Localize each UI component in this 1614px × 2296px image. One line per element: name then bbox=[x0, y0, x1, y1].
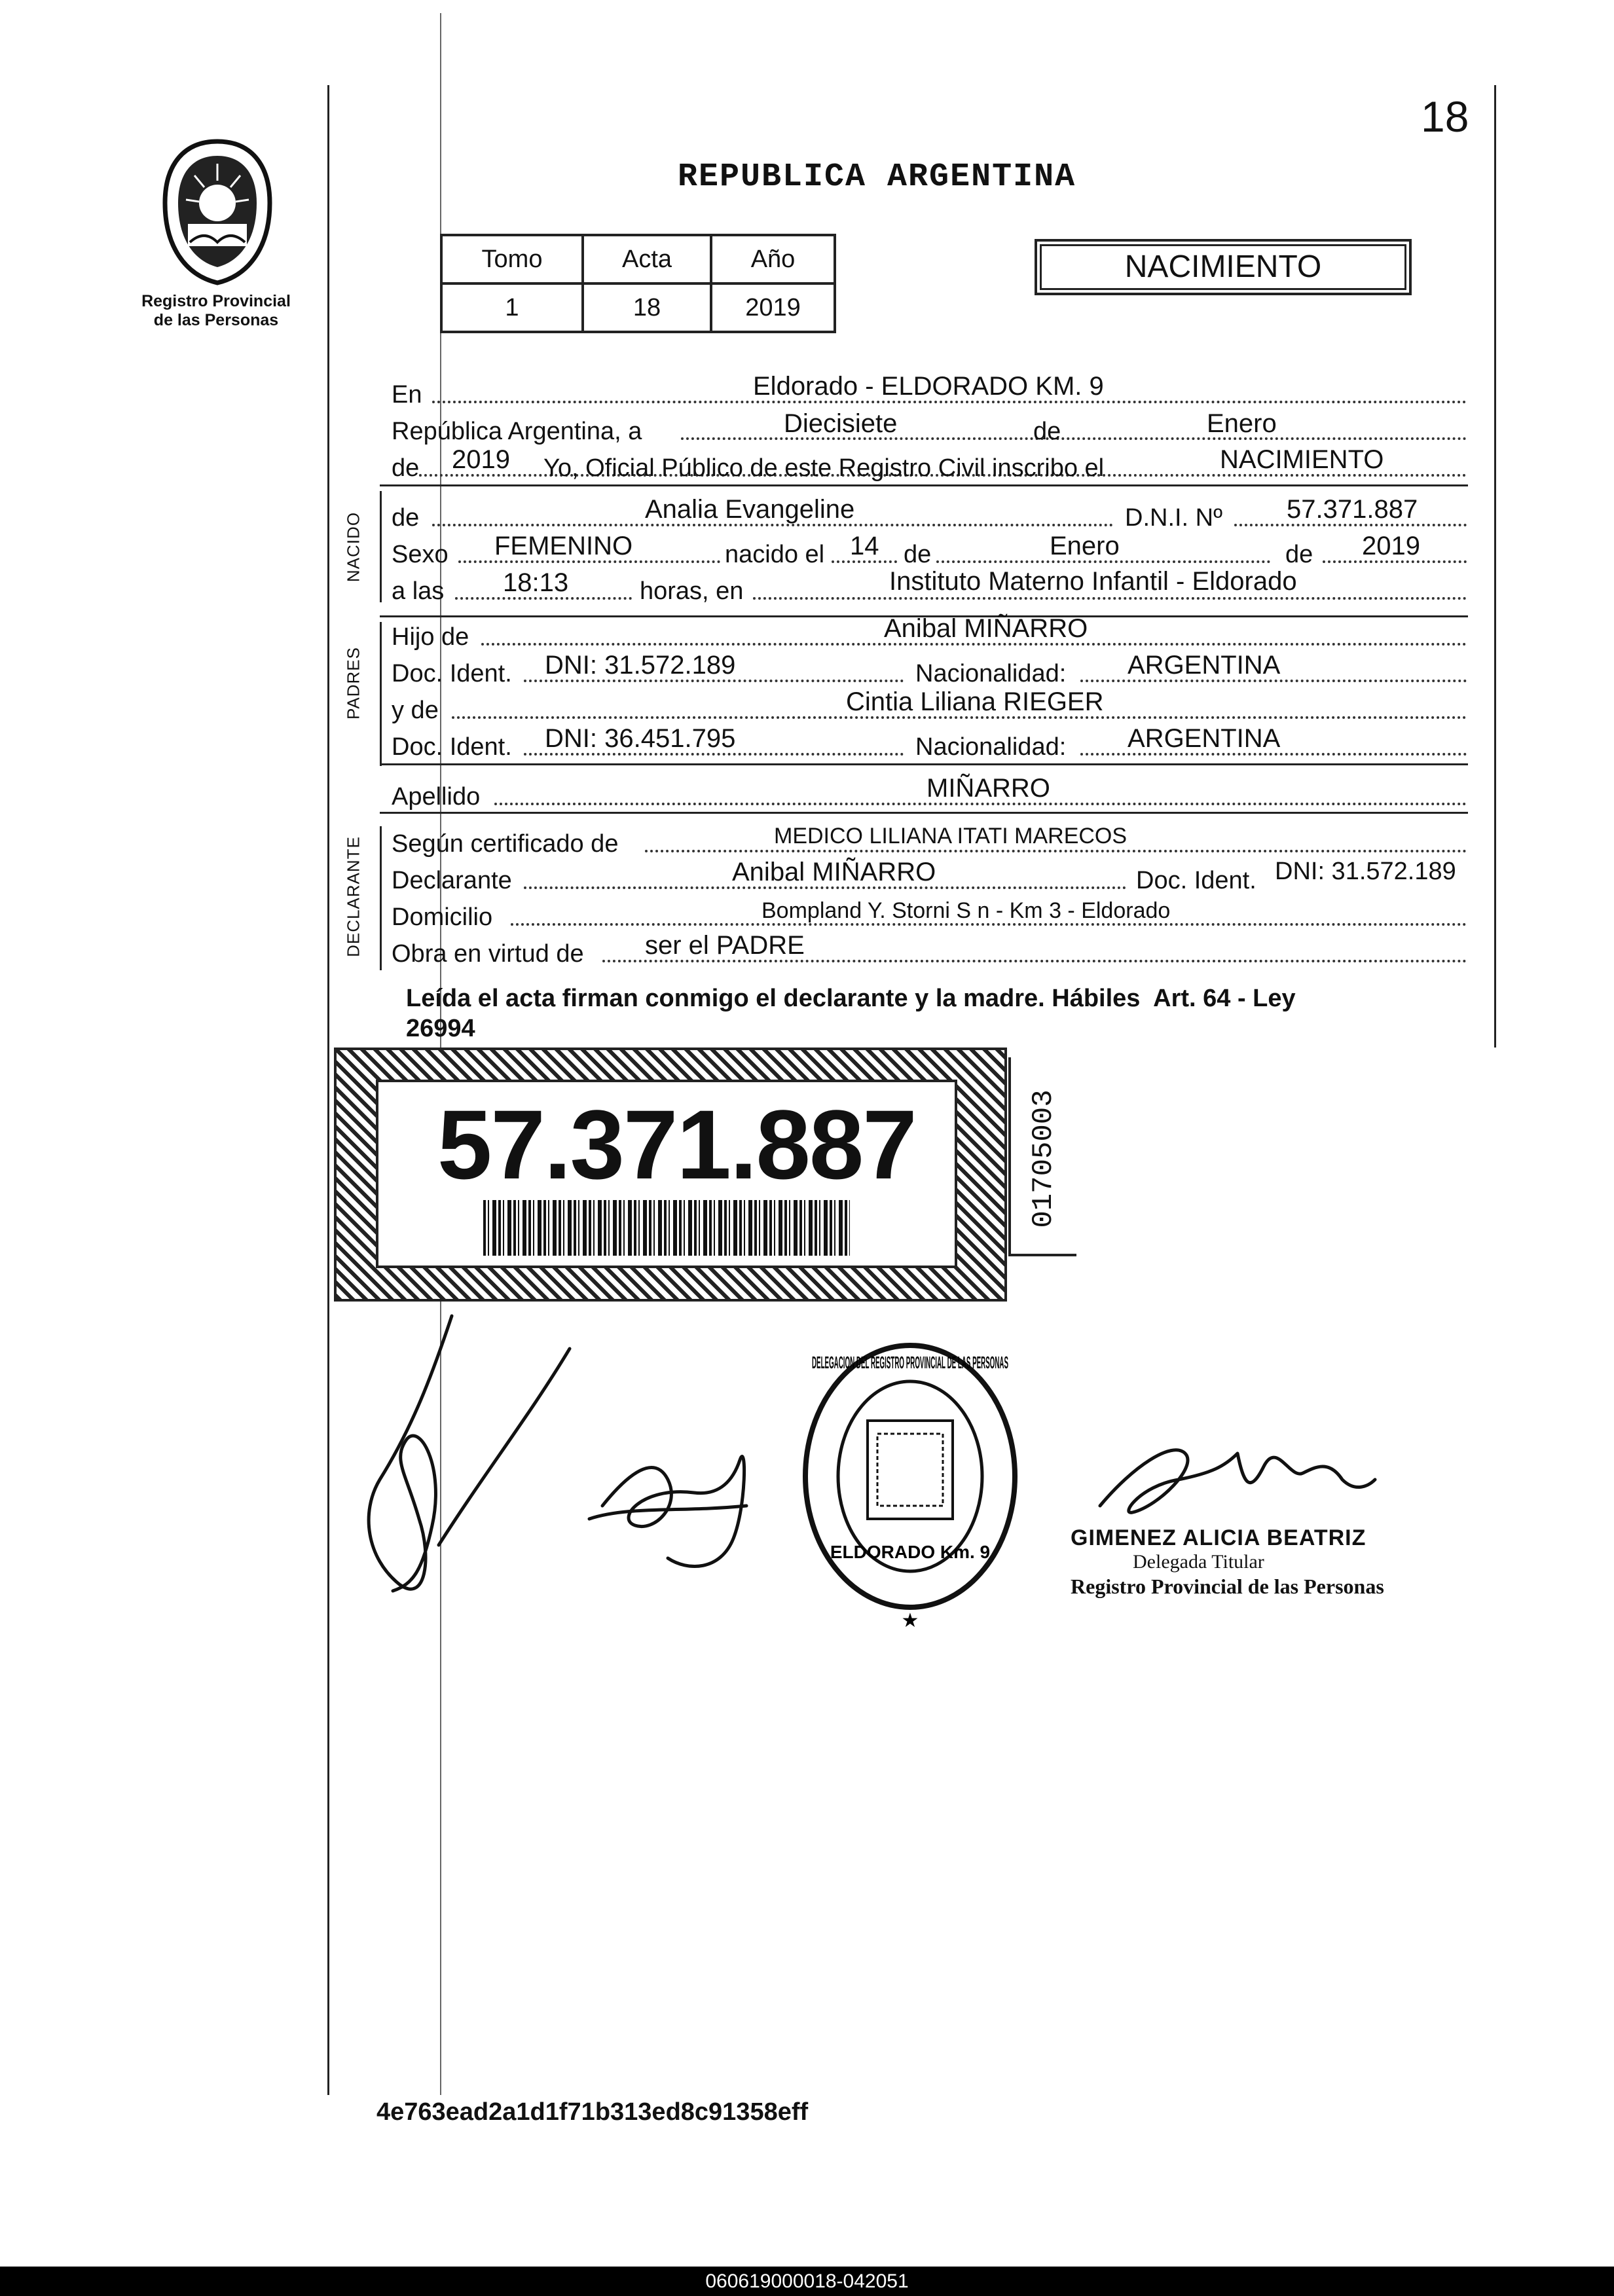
place-dots bbox=[753, 597, 1467, 600]
official-stamp bbox=[792, 1329, 1028, 1637]
inscribo-value: NACIMIENTO bbox=[1220, 445, 1384, 474]
declarant-signature bbox=[354, 1309, 773, 1637]
day-value: Diecisiete bbox=[784, 409, 898, 438]
horas-label: horas, en bbox=[640, 577, 744, 605]
stamp-inner-text: ELDORADO Km. 9 bbox=[830, 1542, 991, 1562]
official-block bbox=[1071, 1525, 1384, 1599]
province-logo bbox=[152, 137, 283, 288]
father-doc: DNI: 31.572.189 bbox=[545, 651, 736, 680]
logo-caption-line1: Registro Provincial bbox=[141, 292, 291, 310]
padres-section-label: PADRES bbox=[343, 647, 363, 720]
republica-label: República Argentina, a bbox=[392, 418, 642, 445]
obra-value: ser el PADRE bbox=[645, 931, 805, 960]
sexo-value: FEMENINO bbox=[494, 532, 633, 560]
page-number: 18 bbox=[1421, 92, 1469, 141]
nacido-bracket bbox=[380, 491, 382, 602]
closing-line2: 26994 bbox=[406, 1015, 475, 1042]
a-las-label: a las bbox=[392, 577, 445, 605]
father-name: Anibal MIÑARRO bbox=[884, 614, 1088, 643]
declarante-label: Declarante bbox=[392, 867, 512, 894]
sticker-barcode bbox=[483, 1200, 850, 1256]
segun-dots bbox=[645, 850, 1467, 852]
nacido-day: 14 bbox=[850, 532, 879, 560]
padres-divider bbox=[380, 763, 1468, 765]
apellido-label: Apellido bbox=[392, 783, 481, 811]
misiones-emblem-icon bbox=[152, 137, 283, 288]
mother-nat: ARGENTINA bbox=[1128, 724, 1281, 753]
record-type-box bbox=[1035, 239, 1412, 295]
declarante-doc-label: Doc. Ident. bbox=[1136, 867, 1256, 894]
sticker-serial-box bbox=[1008, 1057, 1076, 1256]
father-nat: ARGENTINA bbox=[1128, 651, 1281, 680]
nacido-de-label3: de bbox=[1285, 541, 1313, 568]
obra-label: Obra en virtud de bbox=[392, 940, 584, 968]
nacido-name: Analia Evangeline bbox=[645, 495, 855, 524]
record-type: NACIMIENTO bbox=[1124, 249, 1322, 284]
nacido-el-label: nacido el bbox=[725, 541, 825, 568]
year-value: 2019 bbox=[452, 445, 510, 474]
nacido-year: 2019 bbox=[1362, 532, 1420, 560]
logo-caption-line2: de las Personas bbox=[153, 311, 279, 329]
y-de-label: y de bbox=[392, 697, 439, 724]
header-acta: Acta bbox=[583, 235, 711, 283]
header-tomo: Tomo bbox=[441, 235, 583, 283]
declarante-doc: DNI: 31.572.189 bbox=[1275, 858, 1456, 885]
official-name: GIMENEZ ALICIA BEATRIZ bbox=[1071, 1525, 1366, 1550]
segun-label: Según certificado de bbox=[392, 830, 619, 858]
de-label: de bbox=[1033, 418, 1061, 445]
nacido-de-label2: de bbox=[904, 541, 932, 568]
padres-bracket bbox=[380, 622, 382, 766]
document-hash: 4e763ead2a1d1f71b313ed8c91358eff bbox=[376, 2098, 809, 2126]
year-prefix: de bbox=[392, 454, 420, 482]
right-margin-line bbox=[1494, 85, 1496, 1048]
en-label: En bbox=[392, 381, 422, 409]
nacido-section-label: NACIDO bbox=[343, 511, 363, 583]
value-ano: 2019 bbox=[711, 283, 835, 332]
time-value: 18:13 bbox=[503, 568, 569, 597]
month-value: Enero bbox=[1207, 409, 1277, 438]
mother-doc-label: Doc. Ident. bbox=[392, 733, 512, 761]
sticker-inner bbox=[376, 1080, 957, 1268]
header-ano: Año bbox=[711, 235, 835, 283]
footer-bar bbox=[0, 2267, 1614, 2296]
closing-text bbox=[406, 983, 1480, 1044]
mother-doc: DNI: 36.451.795 bbox=[545, 724, 736, 753]
segun-value: MEDICO LILIANA ITATI MARECOS bbox=[774, 824, 1128, 848]
intro-divider bbox=[380, 484, 1468, 486]
sticker-number: 57.371.887 bbox=[437, 1089, 916, 1199]
mother-nat-label: Nacionalidad: bbox=[915, 733, 1067, 761]
logo-caption bbox=[124, 292, 308, 330]
en-value: Eldorado - ELDORADO KM. 9 bbox=[753, 372, 1104, 401]
domicilio-value: Bompland Y. Storni S n - Km 3 - Eldorado bbox=[761, 898, 1171, 923]
id-sticker bbox=[334, 1048, 1007, 1302]
left-margin-line bbox=[327, 85, 329, 2095]
apellido-value: MIÑARRO bbox=[926, 774, 1050, 803]
hijo-label: Hijo de bbox=[392, 623, 469, 651]
value-tomo: 1 bbox=[441, 283, 583, 332]
official-role: Delegada Titular bbox=[1133, 1551, 1264, 1573]
domicilio-label: Domicilio bbox=[392, 903, 493, 931]
tomo-acta-ano-table bbox=[440, 234, 836, 333]
dni-value: 57.371.887 bbox=[1287, 495, 1418, 524]
father-doc-label: Doc. Ident. bbox=[392, 660, 512, 687]
closing-line1: Leída el acta firman conmigo el declarante y la madre. Hábiles Art. 64 - Ley bbox=[406, 985, 1296, 1012]
value-acta: 18 bbox=[583, 283, 711, 332]
sticker-serial: 01705003 bbox=[1027, 1089, 1060, 1228]
dni-label: D.N.I. Nº bbox=[1125, 504, 1222, 532]
nacido-de-label: de bbox=[392, 504, 420, 532]
declarante-section-label: DECLARANTE bbox=[343, 836, 363, 957]
nacido-month: Enero bbox=[1050, 532, 1120, 560]
official-signature bbox=[1080, 1427, 1382, 1532]
official-org: Registro Provincial de las Personas bbox=[1071, 1575, 1384, 1598]
mother-name: Cintia Liliana RIEGER bbox=[846, 687, 1104, 716]
stamp-ring-text: DELEGACION DEL REGISTRO PROVINCIAL DE LAS PERSONAS bbox=[812, 1353, 1008, 1372]
apellido-divider bbox=[380, 812, 1468, 814]
footer-code: 060619000018-042051 bbox=[705, 2270, 909, 2292]
stamp-star-icon: ★ bbox=[901, 1610, 919, 1631]
place-value: Instituto Materno Infantil - Eldorado bbox=[889, 567, 1297, 596]
country-title: REPUBLICA ARGENTINA bbox=[678, 158, 1076, 196]
sexo-label: Sexo bbox=[392, 541, 449, 568]
declarante-bracket bbox=[380, 826, 382, 970]
inscribo-text: Yo, Oficial Público de este Registro Civil inscribo el bbox=[543, 454, 1105, 482]
father-nat-label: Nacionalidad: bbox=[915, 660, 1067, 687]
declarante-value: Anibal MIÑARRO bbox=[732, 858, 936, 886]
